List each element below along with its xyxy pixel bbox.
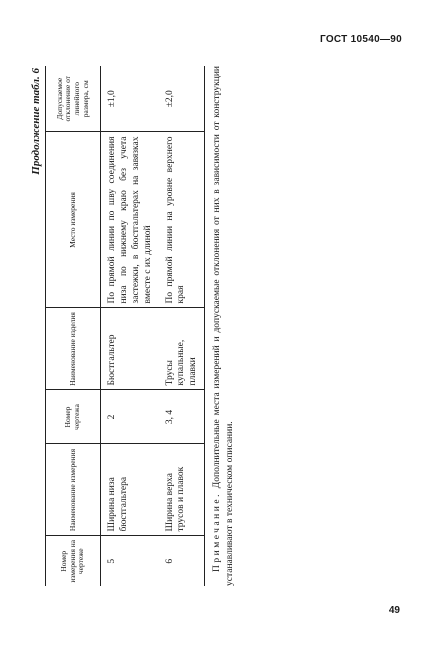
cell-measurement-number: 6 [159,536,205,586]
table-note [211,66,237,586]
col-header-tolerance: Допускаемое отклонение от линейного размера, см [46,66,101,132]
note-text: Дополнительные места измерений и допускаемые отклонения от них в зависимости от конструкции устанавливают в техническом описании. [212,66,235,586]
page-number: 49 [388,605,400,616]
col-header-measurement-name: Наименование измерения [46,444,101,536]
cell-tolerance: ±1,0 [101,66,159,132]
cell-measurement-place: По прямой линии на уровне верхнего края [159,132,205,308]
document-code: ГОСТ 10540—90 [319,34,402,45]
col-header-product-name: Наименование изделия [46,308,101,390]
cell-measurement-place: По прямой линии по шву соединения низа по нижнему краю без учета застежки, в бюстгальтерах на завязках вместе с их длиной [101,132,159,308]
cell-measurement-name: Ширина верха трусов и плавок [159,444,205,536]
col-header-measurement-place: Место измерения [46,132,101,308]
table-header-row [46,66,101,586]
measurements-table [45,66,205,586]
col-header-measurement-number: Номер измерения на чертеже [46,536,101,586]
table-continuation-label: Продолжение табл. 6 [30,68,42,175]
cell-product-name: Бюстгальтер [101,308,159,390]
col-header-drawing-number: Номер чертежа [46,390,101,444]
cell-drawing-number: 2 [101,390,159,444]
cell-drawing-number: 3, 4 [159,390,205,444]
cell-measurement-number: 5 [107,558,117,564]
cell-tolerance: ±2,0 [159,66,205,132]
rotated-content [30,66,330,586]
cell-measurement-name: Ширина низа бюстгальтера [101,444,159,536]
table-row [159,66,205,586]
cell-product-name: Трусы купальные, плавки [159,308,205,390]
table-row [101,66,159,586]
note-label: Примечание. [212,492,223,572]
